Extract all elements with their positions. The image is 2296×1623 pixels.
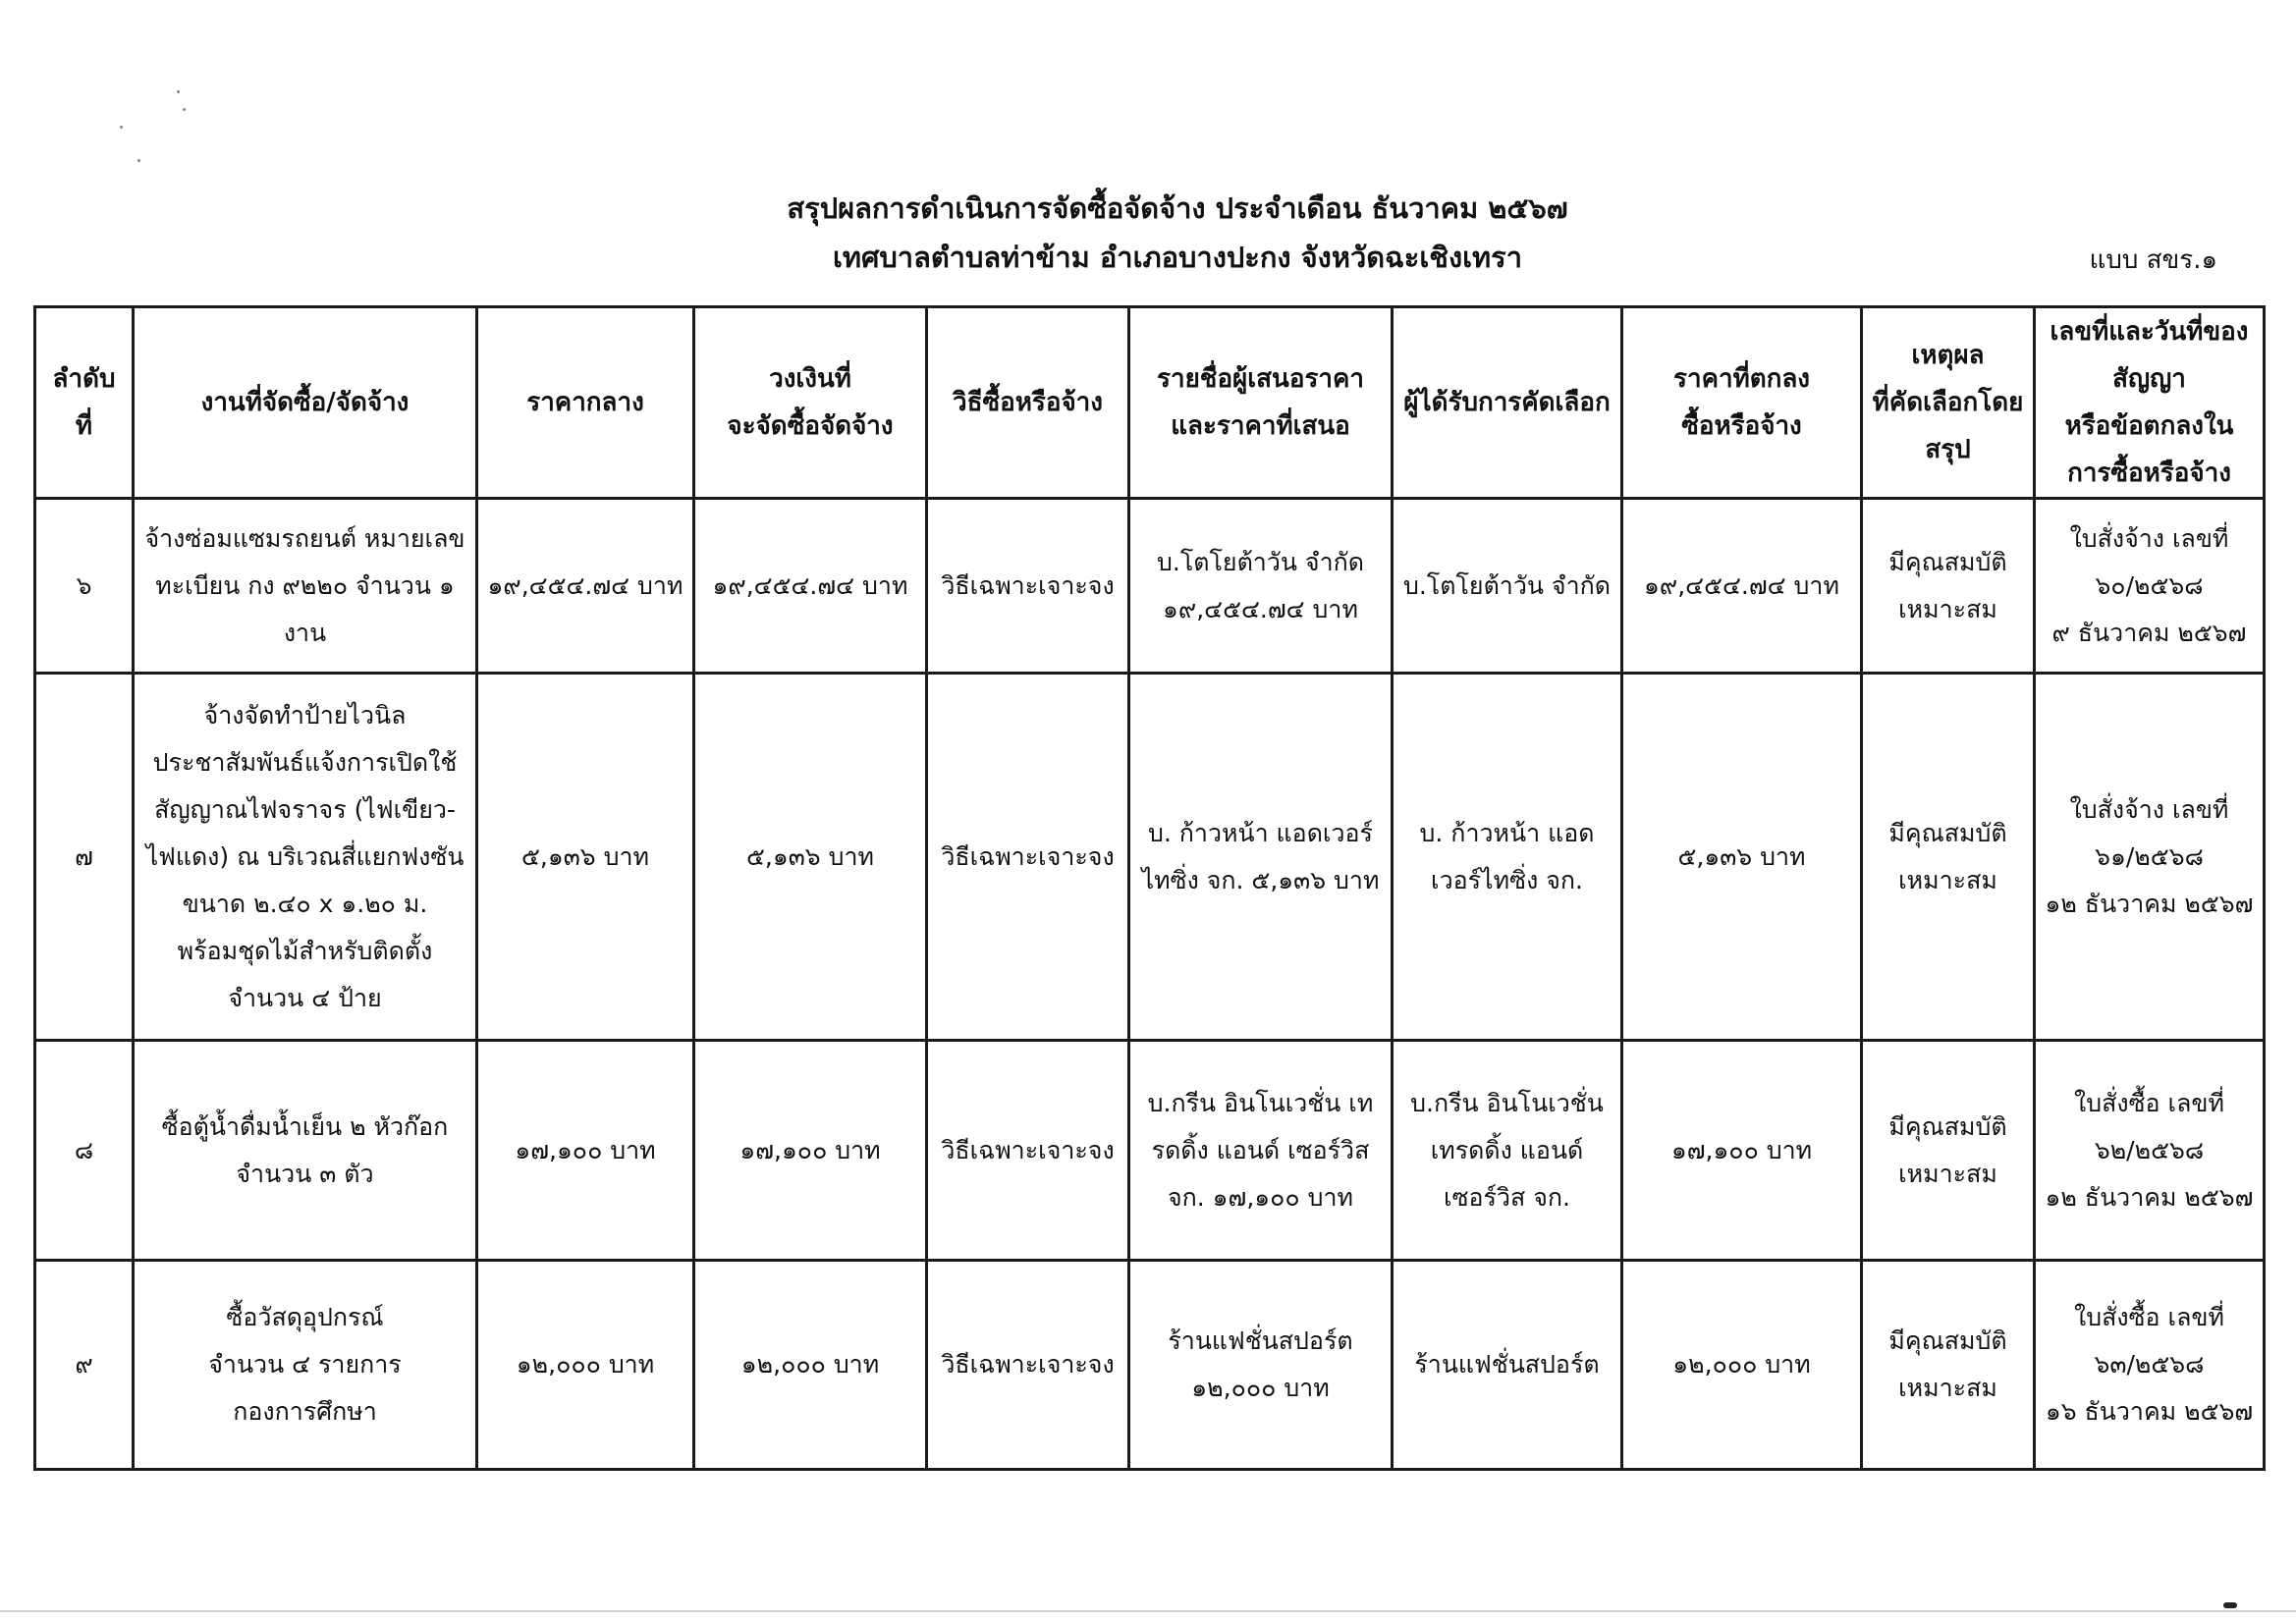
column-header-budget: วงเงินที่ จะจัดซื้อจัดจ้าง xyxy=(694,307,927,499)
cell-selected: ร้านแฟชั่นสปอร์ต xyxy=(1393,1261,1622,1470)
cell-item: จ้างซ่อมแซมรถยนต์ หมายเลข ทะเบียน กง ๙๒๒๐ จำนวน ๑ งาน xyxy=(134,499,477,674)
cell-selected: บ. ก้าวหน้า แอด เวอร์ไทซิ่ง จก. xyxy=(1393,674,1622,1041)
cell-median-price: ๑๙,๔๕๔.๗๔ บาท xyxy=(477,499,694,674)
table-header-row xyxy=(35,307,2265,499)
table-row xyxy=(35,674,2265,1041)
cell-agreed-price: ๑๒,๐๐๐ บาท xyxy=(1622,1261,1862,1470)
cell-budget: ๑๙,๔๕๔.๗๔ บาท xyxy=(694,499,927,674)
procurement-summary-table xyxy=(33,305,2266,1471)
cell-median-price: ๑๗,๑๐๐ บาท xyxy=(477,1041,694,1261)
column-header-item: งานที่จัดซื้อ/จัดจ้าง xyxy=(134,307,477,499)
cell-item: ซื้อตู้น้ำดื่มน้ำเย็น ๒ หัวก๊อก จำนวน ๓ ตัว xyxy=(134,1041,477,1261)
cell-contract: ใบสั่งจ้าง เลขที่ ๖๐/๒๕๖๘ ๙ ธันวาคม ๒๕๖๗ xyxy=(2035,499,2265,674)
cell-budget: ๑๗,๑๐๐ บาท xyxy=(694,1041,927,1261)
cell-agreed-price: ๑๗,๑๐๐ บาท xyxy=(1622,1041,1862,1261)
cell-bidders: บ. ก้าวหน้า แอดเวอร์ ไทซิ่ง จก. ๕,๑๓๖ บาท xyxy=(1129,674,1393,1041)
cell-median-price: ๕,๑๓๖ บาท xyxy=(477,674,694,1041)
cell-contract: ใบสั่งซื้อ เลขที่ ๖๓/๒๕๖๘ ๑๖ ธันวาคม ๒๕๖๗ xyxy=(2035,1261,2265,1470)
cell-method: วิธีเฉพาะเจาะจง xyxy=(927,674,1129,1041)
cell-selected: บ.โตโยต้าวัน จำกัด xyxy=(1393,499,1622,674)
form-code: แบบ สขร.๑ xyxy=(2089,245,2217,275)
cell-reason: มีคุณสมบัติ เหมาะสม xyxy=(1862,499,2035,674)
scan-speck xyxy=(177,90,180,93)
cell-item: จ้างจัดทำป้ายไวนิล ประชาสัมพันธ์แจ้งการเปิดใช้ สัญญาณไฟจราจร (ไฟเขียว- ไฟแดง) ณ บริเวณสี่แยกฟงซัน ขนาด ๒.๔๐ x ๑.๒๐ ม. พร้อมชุดไม้สำหรับติดตั้ง จำนวน ๔ ป้าย xyxy=(134,674,477,1041)
cell-contract: ใบสั่งซื้อ เลขที่ ๖๒/๒๕๖๘ ๑๒ ธันวาคม ๒๕๖๗ xyxy=(2035,1041,2265,1261)
cell-agreed-price: ๕,๑๓๖ บาท xyxy=(1622,674,1862,1041)
table-row xyxy=(35,499,2265,674)
cell-bidders: บ.กรีน อินโนเวชั่น เท รดดิ้ง แอนด์ เซอร์วิส จก. ๑๗,๑๐๐ บาท xyxy=(1129,1041,1393,1261)
organization-subtitle: เทศบาลตำบลท่าข้าม อำเภอบางปะกง จังหวัดฉะเชิงเทรา xyxy=(832,241,1523,274)
cell-reason: มีคุณสมบัติ เหมาะสม xyxy=(1862,674,2035,1041)
cell-bidders: ร้านแฟชั่นสปอร์ต ๑๒,๐๐๐ บาท xyxy=(1129,1261,1393,1470)
scan-speck xyxy=(137,159,140,162)
table-row xyxy=(35,1041,2265,1261)
cell-reason: มีคุณสมบัติ เหมาะสม xyxy=(1862,1041,2035,1261)
cell-bidders: บ.โตโยต้าวัน จำกัด ๑๙,๔๕๔.๗๔ บาท xyxy=(1129,499,1393,674)
cell-agreed-price: ๑๙,๔๕๔.๗๔ บาท xyxy=(1622,499,1862,674)
cell-median-price: ๑๒,๐๐๐ บาท xyxy=(477,1261,694,1470)
cell-method: วิธีเฉพาะเจาะจง xyxy=(927,1041,1129,1261)
scan-speck xyxy=(183,108,186,111)
cell-selected: บ.กรีน อินโนเวชั่น เทรดดิ้ง แอนด์ เซอร์วิส จก. xyxy=(1393,1041,1622,1261)
scan-mark xyxy=(2223,1602,2237,1608)
column-header-no: ลำดับที่ xyxy=(35,307,134,499)
cell-budget: ๑๒,๐๐๐ บาท xyxy=(694,1261,927,1470)
table-row xyxy=(35,1261,2265,1470)
document-title: สรุปผลการดำเนินการจัดซื้อจัดจ้าง ประจำเดือน ธันวาคม ๒๕๖๗ xyxy=(787,191,1568,225)
column-header-agreed-price: ราคาที่ตกลง ซื้อหรือจ้าง xyxy=(1622,307,1862,499)
cell-no: ๘ xyxy=(35,1041,134,1261)
cell-method: วิธีเฉพาะเจาะจง xyxy=(927,1261,1129,1470)
cell-budget: ๕,๑๓๖ บาท xyxy=(694,674,927,1041)
column-header-reason: เหตุผล ที่คัดเลือกโดย สรุป xyxy=(1862,307,2035,499)
cell-contract: ใบสั่งจ้าง เลขที่ ๖๑/๒๕๖๘ ๑๒ ธันวาคม ๒๕๖๗ xyxy=(2035,674,2265,1041)
cell-item: ซื้อวัสดุอุปกรณ์ จำนวน ๔ รายการ กองการศึกษา xyxy=(134,1261,477,1470)
cell-no: ๙ xyxy=(35,1261,134,1470)
cell-no: ๖ xyxy=(35,499,134,674)
column-header-method: วิธีซื้อหรือจ้าง xyxy=(927,307,1129,499)
cell-method: วิธีเฉพาะเจาะจง xyxy=(927,499,1129,674)
column-header-selected: ผู้ได้รับการคัดเลือก xyxy=(1393,307,1622,499)
page-bottom-edge xyxy=(0,1610,2296,1612)
column-header-bidders: รายชื่อผู้เสนอราคา และราคาที่เสนอ xyxy=(1129,307,1393,499)
cell-no: ๗ xyxy=(35,674,134,1041)
column-header-contract: เลขที่และวันที่ของ สัญญา หรือข้อตกลงใน การซื้อหรือจ้าง xyxy=(2035,307,2265,499)
cell-reason: มีคุณสมบัติ เหมาะสม xyxy=(1862,1261,2035,1470)
column-header-median-price: ราคากลาง xyxy=(477,307,694,499)
scan-speck xyxy=(120,126,123,129)
